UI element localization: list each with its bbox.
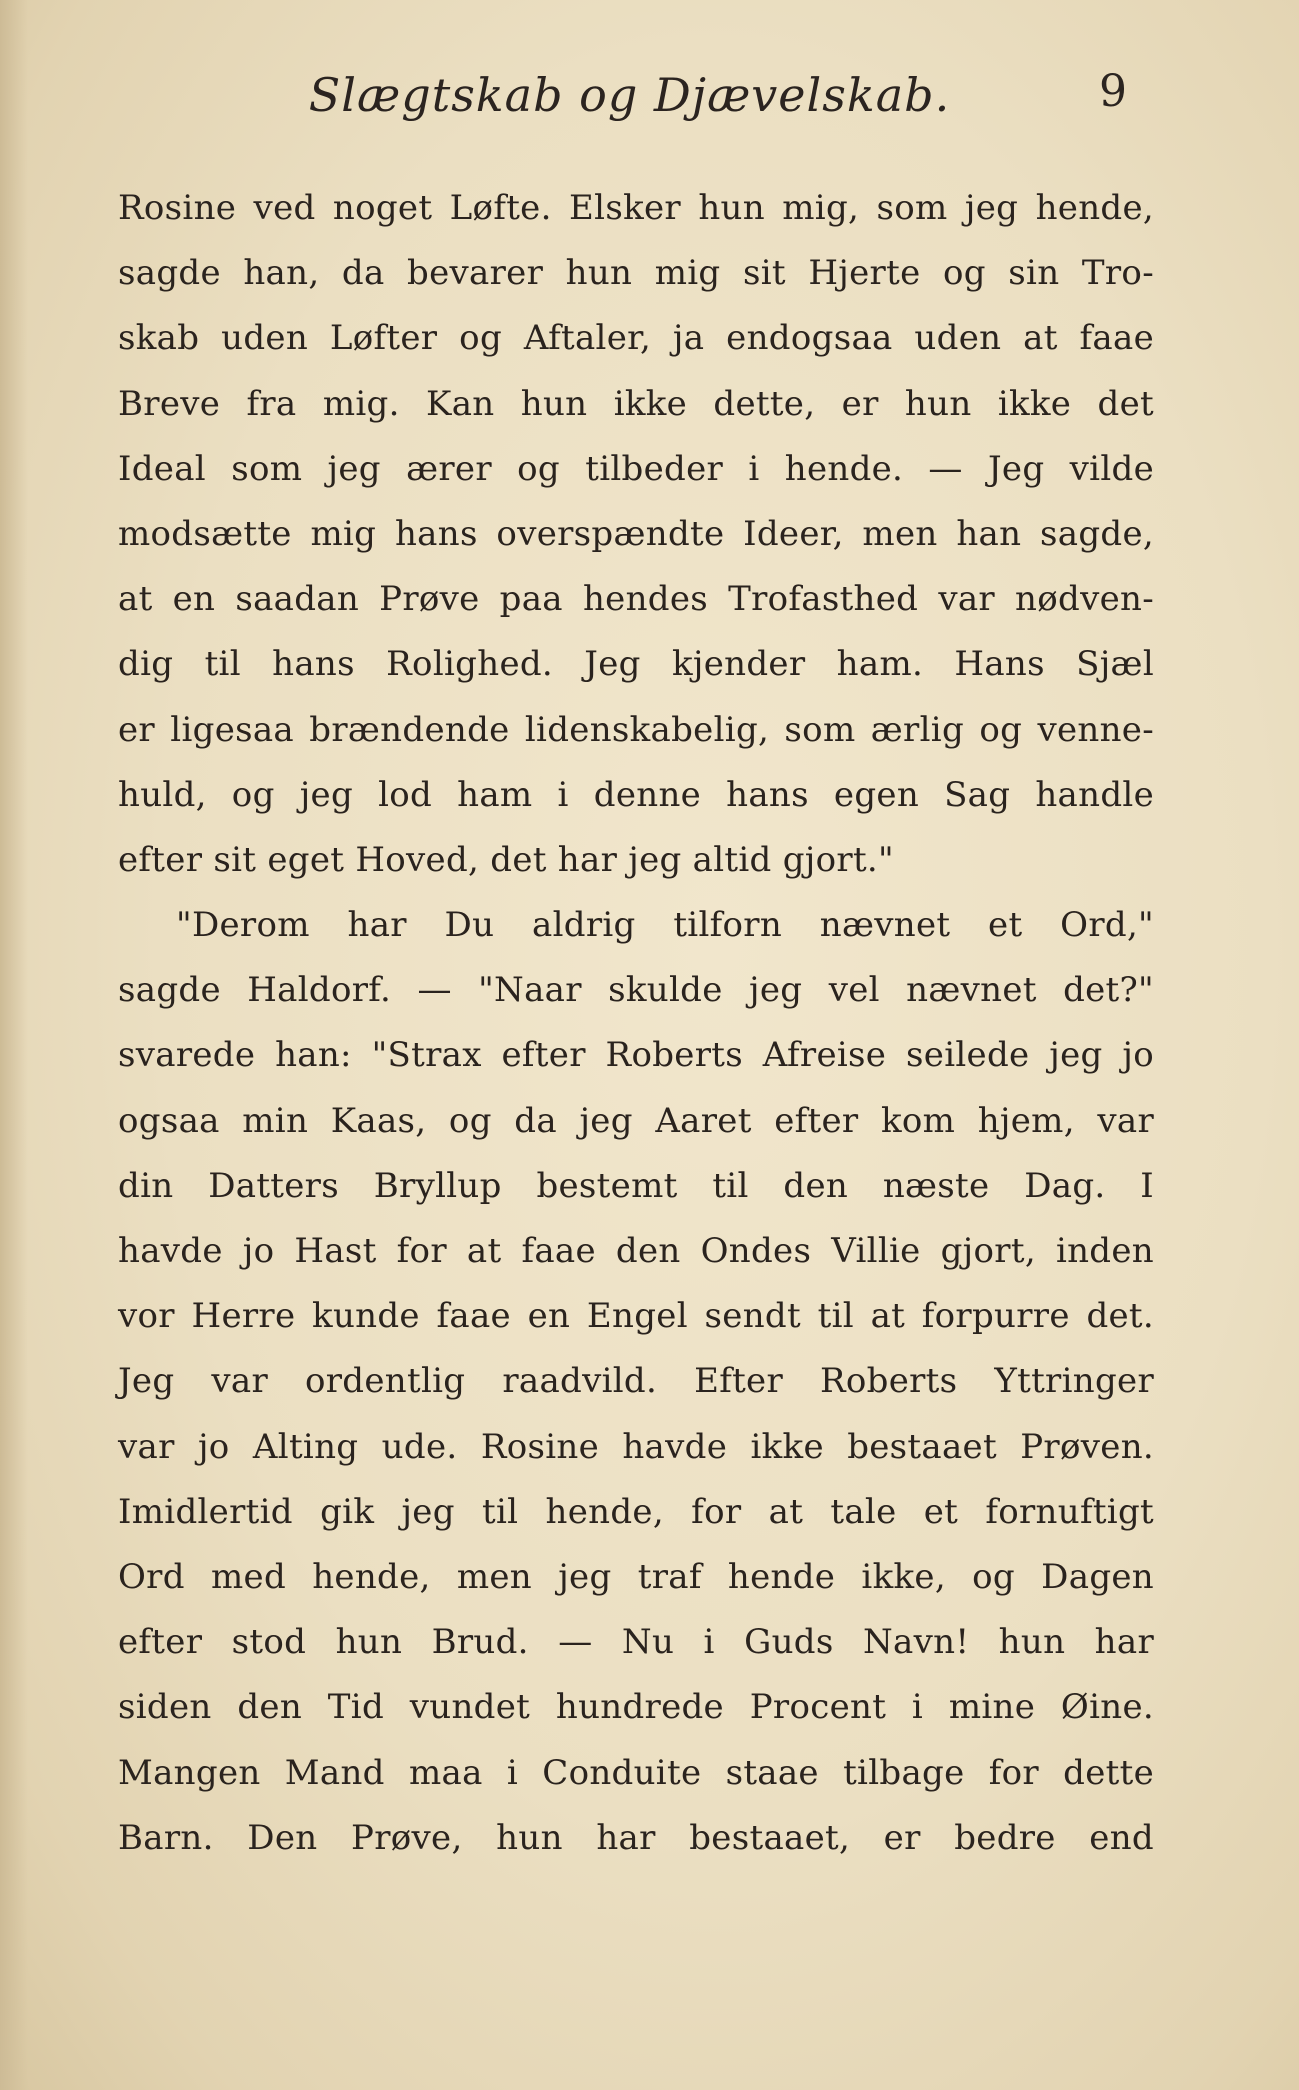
text-line: sagde han, da bevarer hun mig sit Hjerte og sin Tro- <box>118 253 1154 294</box>
text-line: sagde Haldorf. — "Naar skulde jeg vel nævnet det?" <box>118 970 1154 1011</box>
page-header <box>0 68 1299 138</box>
text-line: var jo Alting ude. Rosine havde ikke bestaaet Prøven. <box>118 1426 1154 1467</box>
text-line: "Derom har Du aldrig tilforn nævnet et Ord," <box>176 905 1154 946</box>
text-line: havde jo Hast for at faae den Ondes Villie gjort, inden <box>118 1231 1154 1271</box>
text-line: ogsaa min Kaas, og da jeg Aaret efter kom hjem, var <box>118 1100 1154 1141</box>
text-line: huld, og jeg lod ham i denne hans egen Sag handle <box>118 774 1154 815</box>
body-text <box>118 176 1154 1871</box>
text-line: din Datters Bryllup bestemt til den næste Dag. I <box>118 1165 1154 1206</box>
text-line: skab uden Løfter og Aftaler, ja endogsaa uden at faae <box>118 318 1154 359</box>
text-line: modsætte mig hans overspændte Ideer, men han sagde, <box>118 513 1154 554</box>
text-line: er ligesaa brændende lidenskabelig, som ærlig og venne- <box>118 709 1154 750</box>
text-line: vor Herre kunde faae en Engel sendt til at forpurre det. <box>118 1296 1154 1337</box>
text-line: Jeg var ordentlig raadvild. Efter Roberts Yttringer <box>118 1361 1154 1402</box>
text-line: Breve fra mig. Kan hun ikke dette, er hun ikke det <box>118 383 1154 424</box>
text-line: efter stod hun Brud. — Nu i Guds Navn! hun har <box>118 1622 1154 1663</box>
text-line: Ord med hende, men jeg traf hende ikke, og Dagen <box>118 1556 1154 1597</box>
text-line: dig til hans Rolighed. Jeg kjender ham. Hans Sjæl <box>118 644 1154 685</box>
text-line: siden den Tid vundet hundrede Procent i mine Øine. <box>118 1687 1154 1728</box>
text-line: Ideal som jeg ærer og tilbeder i hende. — Jeg vilde <box>118 448 1154 489</box>
running-title: Slægtskab og Djævelskab. <box>308 68 951 122</box>
page-number: 9 <box>1099 66 1127 117</box>
text-line: efter sit eget Hoved, det har jeg altid gjort." <box>118 839 894 880</box>
text-line: Mangen Mand maa i Conduite staae tilbage for dette <box>118 1752 1154 1793</box>
text-line: Rosine ved noget Løfte. Elsker hun mig, som jeg hende, <box>118 188 1154 228</box>
text-line: svarede han: "Strax efter Roberts Afreise seilede jeg jo <box>118 1035 1154 1076</box>
text-line: Imidlertid gik jeg til hende, for at tale et fornuftigt <box>118 1491 1154 1532</box>
text-line: at en saadan Prøve paa hendes Trofasthed var nødven- <box>118 579 1154 620</box>
text-line: Barn. Den Prøve, hun har bestaaet, er bedre end <box>118 1817 1154 1858</box>
